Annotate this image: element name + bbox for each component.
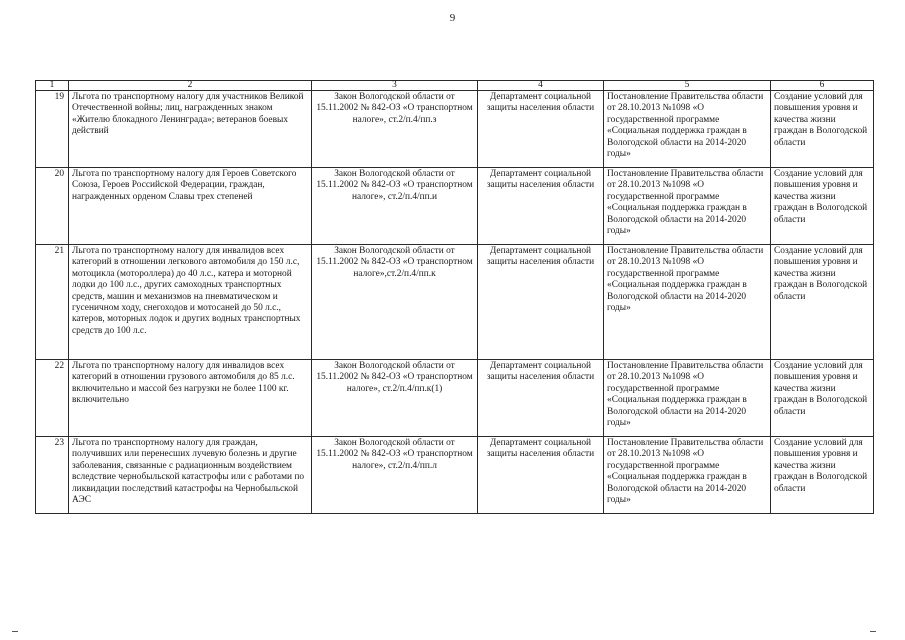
state-program: Постановление Правительства области от 28.10.2013 №1098 «О государственной программе «Социальная поддержка граждан в Вологодской области на 2014-2020 годы» <box>604 245 771 360</box>
tax-benefits-table <box>35 80 874 514</box>
benefit-description: Льгота по транспортному налогу для инвалидов всех категорий в отношении легкового автомобиля до 150 л.с, мотоцикла (мотороллера) до 40 л.с., катера и моторной лодки до 100 л.с., других самоходных транспортных средств, машин и механизмов на пневматическом и гусеничном ходу, снегоходов и мотосаней до 50 л.с., катеров, моторных лодок и других водных транспортных средств до 100 л.с. <box>69 245 312 360</box>
column-header: 2 <box>69 81 312 91</box>
table-row <box>36 245 874 360</box>
responsible-department: Департамент социальной защиты населения области <box>478 245 604 360</box>
page-number: 9 <box>449 12 456 24</box>
benefit-description: Льгота по транспортному налогу для Героев Советского Союза, Героев Российской Федерации, граждан, награжденных орденом Славы трех степеней <box>69 168 312 245</box>
table-row <box>36 360 874 437</box>
responsible-department: Департамент социальной защиты населения области <box>478 91 604 168</box>
benefit-description: Льгота по транспортному налогу для участников Великой Отечественной войны; лиц, награжденных знаком «Жителю блокадного Ленинграда»; ветеранов боевых действий <box>69 91 312 168</box>
state-program: Постановление Правительства области от 28.10.2013 №1098 «О государственной программе «Социальная поддержка граждан в Вологодской области на 2014-2020 годы» <box>604 437 771 514</box>
row-number: 22 <box>36 360 69 437</box>
state-program: Постановление Правительства области от 28.10.2013 №1098 «О государственной программе «Социальная поддержка граждан в Вологодской области на 2014-2020 годы» <box>604 168 771 245</box>
table-row <box>36 437 874 514</box>
scan-mark <box>12 631 18 632</box>
table-header-row <box>36 81 874 91</box>
row-number: 19 <box>36 91 69 168</box>
program-goal: Создание условий для повышения уровня и качества жизни граждан в Вологодской области <box>771 437 874 514</box>
responsible-department: Департамент социальной защиты населения области <box>478 168 604 245</box>
program-goal: Создание условий для повышения уровня и качества жизни граждан в Вологодской области <box>771 245 874 360</box>
legal-basis: Закон Вологодской области от 15.11.2002 № 842-ОЗ «О транспортном налоге»,ст.2/п.4/пп.к <box>312 245 478 360</box>
column-header: 3 <box>312 81 478 91</box>
benefit-description: Льгота по транспортному налогу для инвалидов всех категорий в отношении грузового автомобиля до 85 л.с. включительно и массой без нагрузки не более 1100 кг. включительно <box>69 360 312 437</box>
column-header: 5 <box>604 81 771 91</box>
legal-basis: Закон Вологодской области от 15.11.2002 № 842-ОЗ «О транспортном налоге», ст.2/п.4/пп.л <box>312 437 478 514</box>
table-row <box>36 91 874 168</box>
row-number: 21 <box>36 245 69 360</box>
row-number: 20 <box>36 168 69 245</box>
column-header: 4 <box>478 81 604 91</box>
row-number: 23 <box>36 437 69 514</box>
scan-mark <box>870 631 876 632</box>
column-header: 6 <box>771 81 874 91</box>
state-program: Постановление Правительства области от 28.10.2013 №1098 «О государственной программе «Социальная поддержка граждан в Вологодской области на 2014-2020 годы» <box>604 91 771 168</box>
legal-basis: Закон Вологодской области от 15.11.2002 № 842-ОЗ «О транспортном налоге», ст.2/п.4/пп.и <box>312 168 478 245</box>
table-row <box>36 168 874 245</box>
program-goal: Создание условий для повышения уровня и качества жизни граждан в Вологодской области <box>771 168 874 245</box>
benefit-description: Льгота по транспортному налогу для граждан, получивших или перенесших лучевую болезнь и другие заболевания, связанные с радиационным воздействием вследствие чернобыльской катастрофы или с работами по ликвидации последствий катастрофы на Чернобыльской АЭС <box>69 437 312 514</box>
state-program: Постановление Правительства области от 28.10.2013 №1098 «О государственной программе «Социальная поддержка граждан в Вологодской области на 2014-2020 годы» <box>604 360 771 437</box>
program-goal: Создание условий для повышения уровня и качества жизни граждан в Вологодской области <box>771 360 874 437</box>
legal-basis: Закон Вологодской области от 15.11.2002 № 842-ОЗ «О транспортном налоге», ст.2/п.4/пп.з <box>312 91 478 168</box>
program-goal: Создание условий для повышения уровня и качества жизни граждан в Вологодской области <box>771 91 874 168</box>
responsible-department: Департамент социальной защиты населения области <box>478 360 604 437</box>
column-header: 1 <box>36 81 69 91</box>
responsible-department: Департамент социальной защиты населения области <box>478 437 604 514</box>
legal-basis: Закон Вологодской области от 15.11.2002 № 842-ОЗ «О транспортном налоге», ст.2/п.4/пп.к(1) <box>312 360 478 437</box>
